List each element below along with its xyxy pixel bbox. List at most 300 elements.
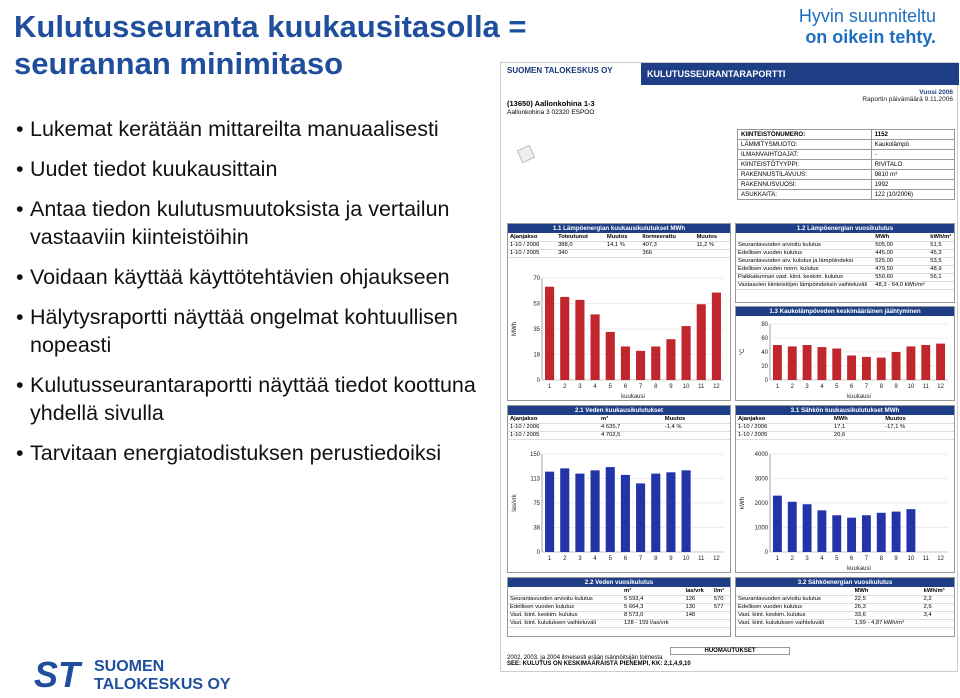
y-axis-label: °C	[740, 348, 746, 356]
bar	[877, 513, 886, 552]
report-street: Aallonkohina 3 02320 ESPOO	[507, 109, 595, 116]
bullet-item: • Uudet tiedot kuukausittain	[16, 155, 486, 183]
table-row	[736, 415, 954, 423]
table-cell: Ajanjakso	[736, 415, 832, 423]
table-cell: Edellisen vuoden kulutus	[736, 603, 853, 611]
table-cell	[928, 281, 954, 289]
table-cell: RIVITALO	[871, 160, 954, 170]
table-row	[736, 611, 954, 619]
table-row	[736, 249, 954, 257]
water-month-table	[508, 415, 730, 440]
x-tick-label: 10	[907, 384, 915, 390]
elec-year-table	[736, 587, 954, 628]
table-cell: m³	[622, 587, 683, 595]
bar	[936, 344, 945, 380]
table-cell: 14,1 %	[605, 241, 640, 249]
bar	[666, 472, 675, 552]
bar	[847, 518, 856, 552]
temp-card	[735, 306, 955, 401]
table-row	[736, 423, 954, 431]
table-cell: Kaukolämpö	[871, 140, 954, 150]
x-tick-label: 2	[790, 384, 794, 390]
table-row	[736, 281, 954, 289]
water-year-header: 2.2 Veden vuosikulutus	[508, 578, 730, 587]
table-cell: 17,1	[832, 423, 883, 431]
table-cell: 1152	[871, 130, 954, 140]
table-row	[736, 603, 954, 611]
x-tick-label: 4	[820, 384, 824, 390]
table-cell: MWh	[853, 587, 922, 595]
bar	[606, 332, 615, 380]
table-cell: LÄMMITYSMUOTO:	[738, 140, 872, 150]
table-cell: 4 702,5	[599, 431, 663, 439]
bar	[906, 346, 915, 380]
bar	[892, 512, 901, 552]
table-cell: 130	[683, 603, 711, 611]
x-tick-label: 11	[698, 556, 705, 562]
x-tick-label: 10	[907, 556, 915, 562]
table-row	[738, 180, 955, 190]
bar	[636, 351, 645, 380]
table-row	[738, 130, 955, 140]
y-tick-label: 0	[764, 550, 768, 556]
bar	[906, 509, 915, 552]
table-row	[508, 423, 730, 431]
y-axis-label: las/vrk	[512, 494, 518, 512]
table-cell: Seurantavuoden arvioitu kulutus	[736, 595, 853, 603]
table-cell: Edellisen vuoden kulutus	[508, 603, 622, 611]
table-cell: 340	[556, 249, 605, 257]
table-cell: Muutos	[694, 233, 730, 241]
water-year-table	[508, 587, 730, 628]
table-cell: 48,9	[928, 265, 954, 273]
table-cell: 1-10 / 2006	[508, 423, 599, 431]
consumption-report	[500, 62, 958, 672]
bar	[803, 345, 812, 380]
table-row	[508, 611, 730, 619]
table-cell: m³	[599, 415, 663, 423]
table-cell: l/m³	[712, 587, 730, 595]
footer-line-1: 2002, 2003, ja 2004 ilmeisesti erään isännöitsijän toimesta	[507, 655, 663, 661]
bullet-item: • Antaa tiedon kulutusmuutoksista ja vertailun vastaaviin kiinteistöihin	[16, 195, 486, 251]
y-tick-label: 60	[761, 336, 768, 342]
bar	[621, 475, 630, 552]
elec-chart	[736, 446, 954, 572]
x-tick-label: 1	[775, 556, 780, 562]
y-tick-label: 38	[533, 525, 540, 532]
x-tick-label: 9	[894, 384, 898, 390]
y-tick-label: 70	[533, 276, 540, 282]
y-tick-label: 35	[533, 327, 540, 333]
report-date: Raportin päivämäärä 9.11.2006	[862, 96, 953, 103]
table-row	[738, 190, 955, 200]
table-cell	[605, 249, 640, 257]
y-axis-label: MWh	[512, 322, 518, 336]
table-row	[736, 233, 954, 241]
table-cell: 3,4	[922, 611, 954, 619]
bar	[712, 293, 721, 380]
table-row	[508, 587, 730, 595]
table-cell: Toteutunut	[556, 233, 605, 241]
elec-month-card	[735, 405, 955, 573]
x-tick-label: 12	[937, 556, 944, 562]
table-cell: 56,1	[928, 273, 954, 281]
table-cell: 1-10 / 2005	[508, 431, 599, 439]
elec-month-table	[736, 415, 954, 440]
y-tick-label: 53	[533, 301, 540, 308]
table-cell: 5 593,4	[622, 595, 683, 603]
table-cell: 479,50	[873, 265, 928, 273]
table-cell: KIINTEISTÖTYYPPI:	[738, 160, 872, 170]
x-tick-label: 9	[669, 556, 673, 562]
bar	[773, 345, 782, 380]
table-row	[736, 273, 954, 281]
y-tick-label: 0	[764, 378, 768, 384]
table-cell: 26,3	[853, 603, 922, 611]
logo-line-1: SUOMEN	[94, 658, 165, 675]
y-tick-label: 150	[529, 452, 540, 458]
table-cell: las/vrk	[683, 587, 711, 595]
water-chart	[508, 446, 730, 572]
table-cell: ILMANVAIHTOAJAT:	[738, 150, 872, 160]
report-address: (13650) Aallonkohina 1-3	[507, 99, 595, 108]
x-tick-label: 5	[608, 556, 612, 562]
table-cell: Vast. kiint. keskim. kulutus	[736, 611, 853, 619]
y-tick-label: 40	[761, 350, 768, 356]
x-tick-label: 8	[879, 556, 883, 562]
table-cell	[712, 611, 730, 619]
elec-month-header: 3.1 Sähkön kuukausikulutukset MWh	[736, 406, 954, 415]
x-tick-label: 11	[922, 384, 929, 390]
table-cell	[508, 587, 622, 595]
bar	[773, 496, 782, 552]
y-tick-label: 80	[761, 322, 768, 328]
table-cell: 53,5	[928, 257, 954, 265]
water-month-header: 2.1 Veden kuukausikulutukset	[508, 406, 730, 415]
table-cell: 128 - 159 l/as/vrk	[622, 619, 683, 627]
x-tick-label: 6	[849, 556, 854, 562]
table-cell: ASUKKAITA:	[738, 190, 872, 200]
table-row	[738, 160, 955, 170]
table-cell	[712, 619, 730, 627]
table-cell: RAKENNUSTILAVUUS:	[738, 170, 872, 180]
water-month-card	[507, 405, 731, 573]
property-table	[737, 129, 955, 200]
table-row	[508, 619, 730, 627]
table-cell: 148	[683, 611, 711, 619]
table-cell	[736, 233, 873, 241]
table-cell	[683, 619, 711, 627]
table-cell: Edellisen vuoden norm. kulutus	[736, 265, 873, 273]
x-tick-label: 6	[623, 556, 628, 562]
suomen-talokeskus-logo	[32, 654, 262, 694]
table-cell: 407,3	[640, 241, 694, 249]
x-tick-label: 10	[682, 556, 690, 562]
table-cell	[922, 619, 954, 627]
x-tick-label: 3	[578, 556, 582, 562]
table-cell: 1,99 - 4,87 kWh/m³	[853, 619, 922, 627]
x-tick-label: 10	[682, 384, 690, 390]
x-tick-label: 8	[654, 384, 658, 390]
table-cell: -17,1 %	[883, 423, 954, 431]
table-cell: 51,5	[928, 241, 954, 249]
table-cell: 1-10 / 2005	[508, 249, 556, 257]
bar	[651, 346, 660, 380]
logo-line-2: TALOKESKUS OY	[94, 676, 231, 693]
table-cell: 45,3	[928, 249, 954, 257]
x-tick-label: 9	[894, 556, 898, 562]
report-company: SUOMEN TALOKESKUS OY	[507, 66, 613, 75]
brand-slogan	[799, 6, 936, 48]
heat-chart	[508, 270, 730, 400]
y-tick-label: 3000	[754, 476, 768, 483]
table-cell: Vast. kiint. kulutuksen vaihteluväli	[736, 619, 853, 627]
table-cell: 1992	[871, 180, 954, 190]
x-tick-label: 7	[864, 556, 869, 562]
table-cell: 126	[683, 595, 711, 603]
y-tick-label: 113	[530, 476, 540, 483]
table-cell: -1,4 %	[663, 423, 730, 431]
x-tick-label: 2	[563, 556, 567, 562]
table-cell: 577	[712, 603, 730, 611]
table-row	[736, 431, 954, 439]
table-cell: 122 (10/2006)	[871, 190, 954, 200]
table-cell: MWh	[832, 415, 883, 423]
table-cell: Ajanjakso	[508, 233, 556, 241]
table-cell: Ajanjakso	[508, 415, 599, 423]
table-cell: Seurantavuoden arvioitu kulutus	[736, 241, 873, 249]
x-tick-label: 11	[698, 384, 705, 390]
table-row	[738, 150, 955, 160]
table-cell: Vastaavien kiinteistöjen lämpöindeksin vaihteluväli	[736, 281, 873, 289]
y-tick-label: 0	[536, 378, 540, 384]
footer-line-2: SEE: KULUTUS ON KESKIMÄÄRÄISTÄ PIENEMPI, KK: 2,1,4,9,10	[507, 661, 691, 667]
x-tick-label: 6	[623, 384, 628, 390]
table-row	[508, 431, 730, 439]
table-cell: kWh/m³	[922, 587, 954, 595]
table-cell: Seurantavuoden arvioitu kulutus	[508, 595, 622, 603]
bar	[788, 346, 797, 380]
bar	[666, 339, 675, 380]
bar	[803, 504, 812, 552]
report-header	[501, 63, 959, 87]
x-tick-label: 7	[638, 556, 643, 562]
table-cell: 11,2 %	[694, 241, 730, 249]
table-row	[736, 587, 954, 595]
table-cell	[694, 249, 730, 257]
elec-year-header: 3.2 Sähköenergian vuosikulutus	[736, 578, 954, 587]
report-meta	[862, 89, 953, 103]
x-tick-label: 6	[849, 384, 854, 390]
bar	[832, 515, 841, 552]
x-tick-label: 11	[922, 556, 929, 562]
bar	[921, 345, 930, 380]
table-row	[508, 241, 730, 249]
bar	[832, 349, 841, 381]
table-cell: Seurantavuoden arv. kulutus ja lämpöindeksi	[736, 257, 873, 265]
table-cell: 570	[712, 595, 730, 603]
x-tick-label: 7	[638, 384, 643, 390]
brand-line-2: on oikein tehty.	[805, 27, 936, 47]
bullet-list	[16, 115, 486, 479]
table-cell: Muutos	[883, 415, 954, 423]
bar	[545, 287, 554, 380]
bar	[575, 474, 584, 552]
bullet-item: • Tarvitaan energiatodistuksen perustiedoiksi	[16, 439, 486, 467]
table-cell: Ilormeerattu	[640, 233, 694, 241]
bar	[788, 502, 797, 552]
x-axis-label: kuukausi	[847, 394, 871, 400]
x-tick-label: 3	[805, 384, 809, 390]
table-cell: 1-10 / 2006	[736, 423, 832, 431]
bar	[817, 510, 826, 552]
bullet-item: • Kulutusseurantaraportti näyttää tiedot koottuna yhdellä sivulla	[16, 371, 486, 427]
y-axis-label: kWh	[740, 497, 746, 509]
table-cell: Muutos	[605, 233, 640, 241]
x-tick-label: 3	[805, 556, 809, 562]
table-row	[508, 249, 730, 257]
heat-month-card	[507, 223, 731, 401]
brand-line-1: Hyvin suunniteltu	[798, 6, 936, 26]
x-tick-label: 2	[563, 384, 567, 390]
table-row	[736, 265, 954, 273]
heat-year-card	[735, 223, 955, 303]
bar	[697, 304, 706, 380]
x-tick-label: 8	[879, 384, 883, 390]
x-tick-label: 3	[578, 384, 582, 390]
bar	[575, 300, 584, 380]
table-cell: Vast. kiint. keskim. kulutus	[508, 611, 622, 619]
y-tick-label: 18	[533, 352, 540, 359]
table-row	[508, 233, 730, 241]
logo-mark: ST	[34, 654, 81, 694]
bar	[892, 352, 901, 380]
x-axis-label: kuukausi	[847, 566, 871, 572]
bar	[636, 483, 645, 552]
table-cell: 33,6	[853, 611, 922, 619]
table-cell: KIINTEISTÖNUMERO:	[738, 130, 872, 140]
table-cell: 5 664,3	[622, 603, 683, 611]
x-tick-label: 5	[835, 384, 839, 390]
bar	[877, 358, 886, 380]
heat-year-header: 1.2 Lämpöenergian vuosikulutus	[736, 224, 954, 233]
y-tick-label: 4000	[754, 452, 768, 458]
temp-header: 1.3 Kaukolämpöveden keskimääräinen jäähtyminen	[736, 307, 954, 316]
bar	[545, 472, 554, 552]
table-cell: RAKENNUSVUOSI:	[738, 180, 872, 190]
table-row	[508, 595, 730, 603]
table-row	[738, 140, 955, 150]
heat-month-header: 1.1 Lämpöenergian kuukausikulutukset MWh	[508, 224, 730, 233]
table-cell	[736, 587, 853, 595]
x-tick-label: 8	[654, 556, 658, 562]
table-cell	[663, 431, 730, 439]
table-row	[736, 595, 954, 603]
x-tick-label: 4	[820, 556, 824, 562]
bullet-item: • Voidaan käyttää käyttötehtävien ohjaukseen	[16, 263, 486, 291]
note-icon	[517, 145, 536, 164]
elec-year-card	[735, 577, 955, 637]
table-cell: 22,5	[853, 595, 922, 603]
x-tick-label: 4	[593, 556, 597, 562]
x-tick-label: 12	[937, 384, 944, 390]
bar	[621, 346, 630, 380]
report-footer	[507, 647, 953, 667]
footer-heading: HUOMAUTUKSET	[670, 647, 790, 655]
bar	[847, 356, 856, 381]
bar	[862, 357, 871, 380]
table-row	[736, 257, 954, 265]
y-tick-label: 2000	[754, 501, 768, 507]
table-cell: Muutos	[663, 415, 730, 423]
table-row	[508, 603, 730, 611]
report-title: KULUTUSSEURANTARAPORTTI	[641, 63, 959, 85]
table-cell: 550,60	[873, 273, 928, 281]
table-cell: 366	[640, 249, 694, 257]
table-cell	[883, 431, 954, 439]
bar	[591, 470, 600, 552]
table-cell: 2,2	[922, 595, 954, 603]
temp-chart	[736, 316, 954, 400]
y-tick-label: 75	[533, 501, 540, 507]
table-row	[738, 170, 955, 180]
bullet-item: • Lukemat kerätään mittareilta manuaalisesti	[16, 115, 486, 143]
table-row	[736, 619, 954, 627]
x-tick-label: 1	[547, 556, 552, 562]
heat-year-table	[736, 233, 954, 290]
heat-month-table	[508, 233, 730, 258]
table-cell: 525,00	[873, 257, 928, 265]
x-tick-label: 5	[835, 556, 839, 562]
x-tick-label: 1	[775, 384, 780, 390]
table-cell: 8 573,0	[622, 611, 683, 619]
table-cell: Paikkakunnan vast. kiint. keskim. kulutus	[736, 273, 873, 281]
table-row	[736, 241, 954, 249]
y-tick-label: 0	[536, 550, 540, 556]
bar	[817, 347, 826, 380]
bar	[591, 314, 600, 380]
table-cell: kWh/m³	[928, 233, 954, 241]
title-line-1: Kulutusseuranta kuukausitasolla =	[14, 9, 527, 44]
x-tick-label: 5	[608, 384, 612, 390]
x-tick-label: 2	[790, 556, 794, 562]
table-cell: 1-10 / 2005	[736, 431, 832, 439]
table-cell: Vast. kiint. kulutuksen vaihteluväli	[508, 619, 622, 627]
bar	[862, 515, 871, 552]
table-cell: 20,6	[832, 431, 883, 439]
table-row	[508, 415, 730, 423]
bar	[651, 474, 660, 552]
x-tick-label: 4	[593, 384, 597, 390]
x-tick-label: 9	[669, 384, 673, 390]
y-tick-label: 20	[761, 364, 768, 370]
table-cell: Edellisen vuoden kulutus	[736, 249, 873, 257]
table-cell: 9810 m³	[871, 170, 954, 180]
table-cell: -	[871, 150, 954, 160]
report-year: Vuosi 2006	[919, 89, 953, 96]
x-tick-label: 12	[713, 384, 720, 390]
bar	[682, 470, 691, 552]
x-axis-label: kuukausi	[621, 394, 645, 400]
table-cell: 388,0	[556, 241, 605, 249]
table-cell: 505,00	[873, 241, 928, 249]
table-cell: 1-10 / 2006	[508, 241, 556, 249]
y-tick-label: 1000	[754, 525, 768, 532]
table-cell: MWh	[873, 233, 928, 241]
x-tick-label: 12	[713, 556, 720, 562]
table-cell: 48,3 - 64,0 kWh/m³	[873, 281, 928, 289]
water-year-card	[507, 577, 731, 637]
